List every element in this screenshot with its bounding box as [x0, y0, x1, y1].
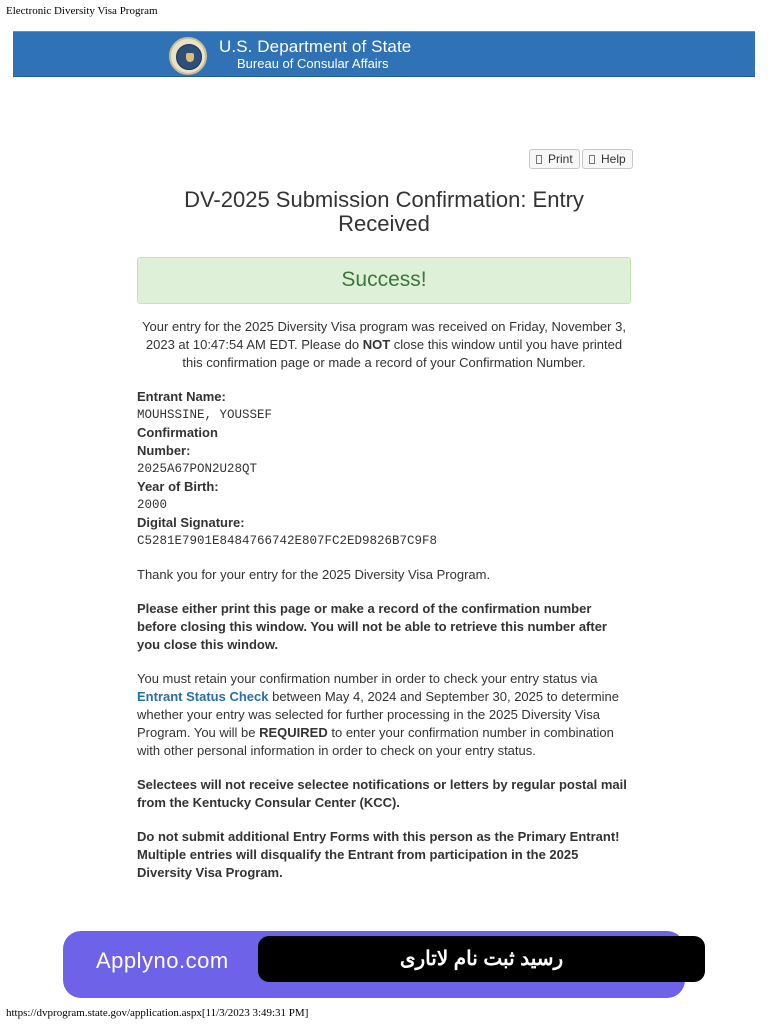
- site-banner: [13, 31, 755, 77]
- print-page-footer: https://dvprogram.state.gov/application.aspx[11/3/2023 3:49:31 PM]: [6, 1007, 309, 1019]
- retain-part-2: between May 4, 2024 and September 30, 2025 to determine whether your entry was selected for further processing in the 2025 Diversity Visa Program. You will be: [137, 689, 619, 740]
- intro-part-2: close this window until you have printed this confirmation page or made a record of your Confirmation Number.: [182, 337, 623, 370]
- selectees-notice: Selectees will not receive selectee notifications or letters by regular postal mail from the Kentucky Consular Center (KCC).: [137, 777, 627, 810]
- bureau-subtitle: Bureau of Consular Affairs: [237, 56, 389, 71]
- page-title: DV-2025 Submission Confirmation: Entry Received: [184, 187, 584, 236]
- promo-brand: Applyno.com: [96, 948, 229, 973]
- help-button-label: Help: [601, 152, 626, 166]
- print-button-label: Print: [548, 152, 573, 166]
- retain-part-1: You must retain your confirmation number in order to check your entry status via: [137, 671, 598, 686]
- thanks-text: Thank you for your entry for the 2025 Diversity Visa Program.: [137, 567, 491, 582]
- print-button[interactable]: [529, 149, 580, 169]
- entrant-status-check-link[interactable]: Entrant Status Check: [137, 689, 269, 704]
- no-additional-entries-notice: Do not submit additional Entry Forms with this person as the Primary Entrant! Multiple entries will disqualify the Entrant from participation in the 2025 Diversity Visa Program.: [137, 829, 620, 880]
- confirmation-content: [137, 318, 631, 882]
- birth-year-value: 2000: [137, 498, 168, 512]
- help-button[interactable]: [582, 149, 633, 169]
- confirmation-number-value: 2025A67PON2U28QT: [137, 462, 258, 476]
- help-icon: [589, 155, 595, 164]
- entrant-name-value: MOUHSSINE, YOUSSEF: [137, 408, 273, 422]
- digital-signature-label: Digital Signature:: [137, 515, 245, 530]
- department-title: U.S. Department of State: [219, 37, 412, 56]
- print-icon: [536, 155, 542, 164]
- retain-part-3: to enter your confirmation number in combination with other personal information in order to check on your entry status.: [137, 725, 614, 758]
- department-seal-icon: [169, 37, 207, 75]
- entrant-name-label: Entrant Name:: [137, 389, 226, 404]
- intro-part-1: Your entry for the 2025 Diversity Visa program was received on Friday, November 3, 2023 at 10:47:54 AM EDT. Please do: [142, 319, 626, 352]
- retain-number-text: [137, 670, 631, 760]
- success-alert: Success!: [137, 257, 631, 304]
- print-warning-text: Please either print this page or make a record of the confirmation number before closing this window. You will not be able to retrieve this number after you close this window.: [137, 601, 607, 652]
- confirmation-number-label: Confirmation Number:: [137, 425, 218, 458]
- entry-details: [137, 388, 631, 550]
- intro-text: [137, 318, 631, 372]
- birth-year-label: Year of Birth:: [137, 479, 219, 494]
- digital-signature-value: C5281E7901E8484766742E807FC2ED9826B7C9F8: [137, 534, 438, 548]
- promo-caption: رسید ثبت نام لاتاری: [258, 936, 705, 982]
- print-page-header: Electronic Diversity Visa Program: [6, 5, 158, 17]
- retain-required: REQUIRED: [259, 725, 328, 740]
- intro-emphasis: NOT: [362, 337, 391, 352]
